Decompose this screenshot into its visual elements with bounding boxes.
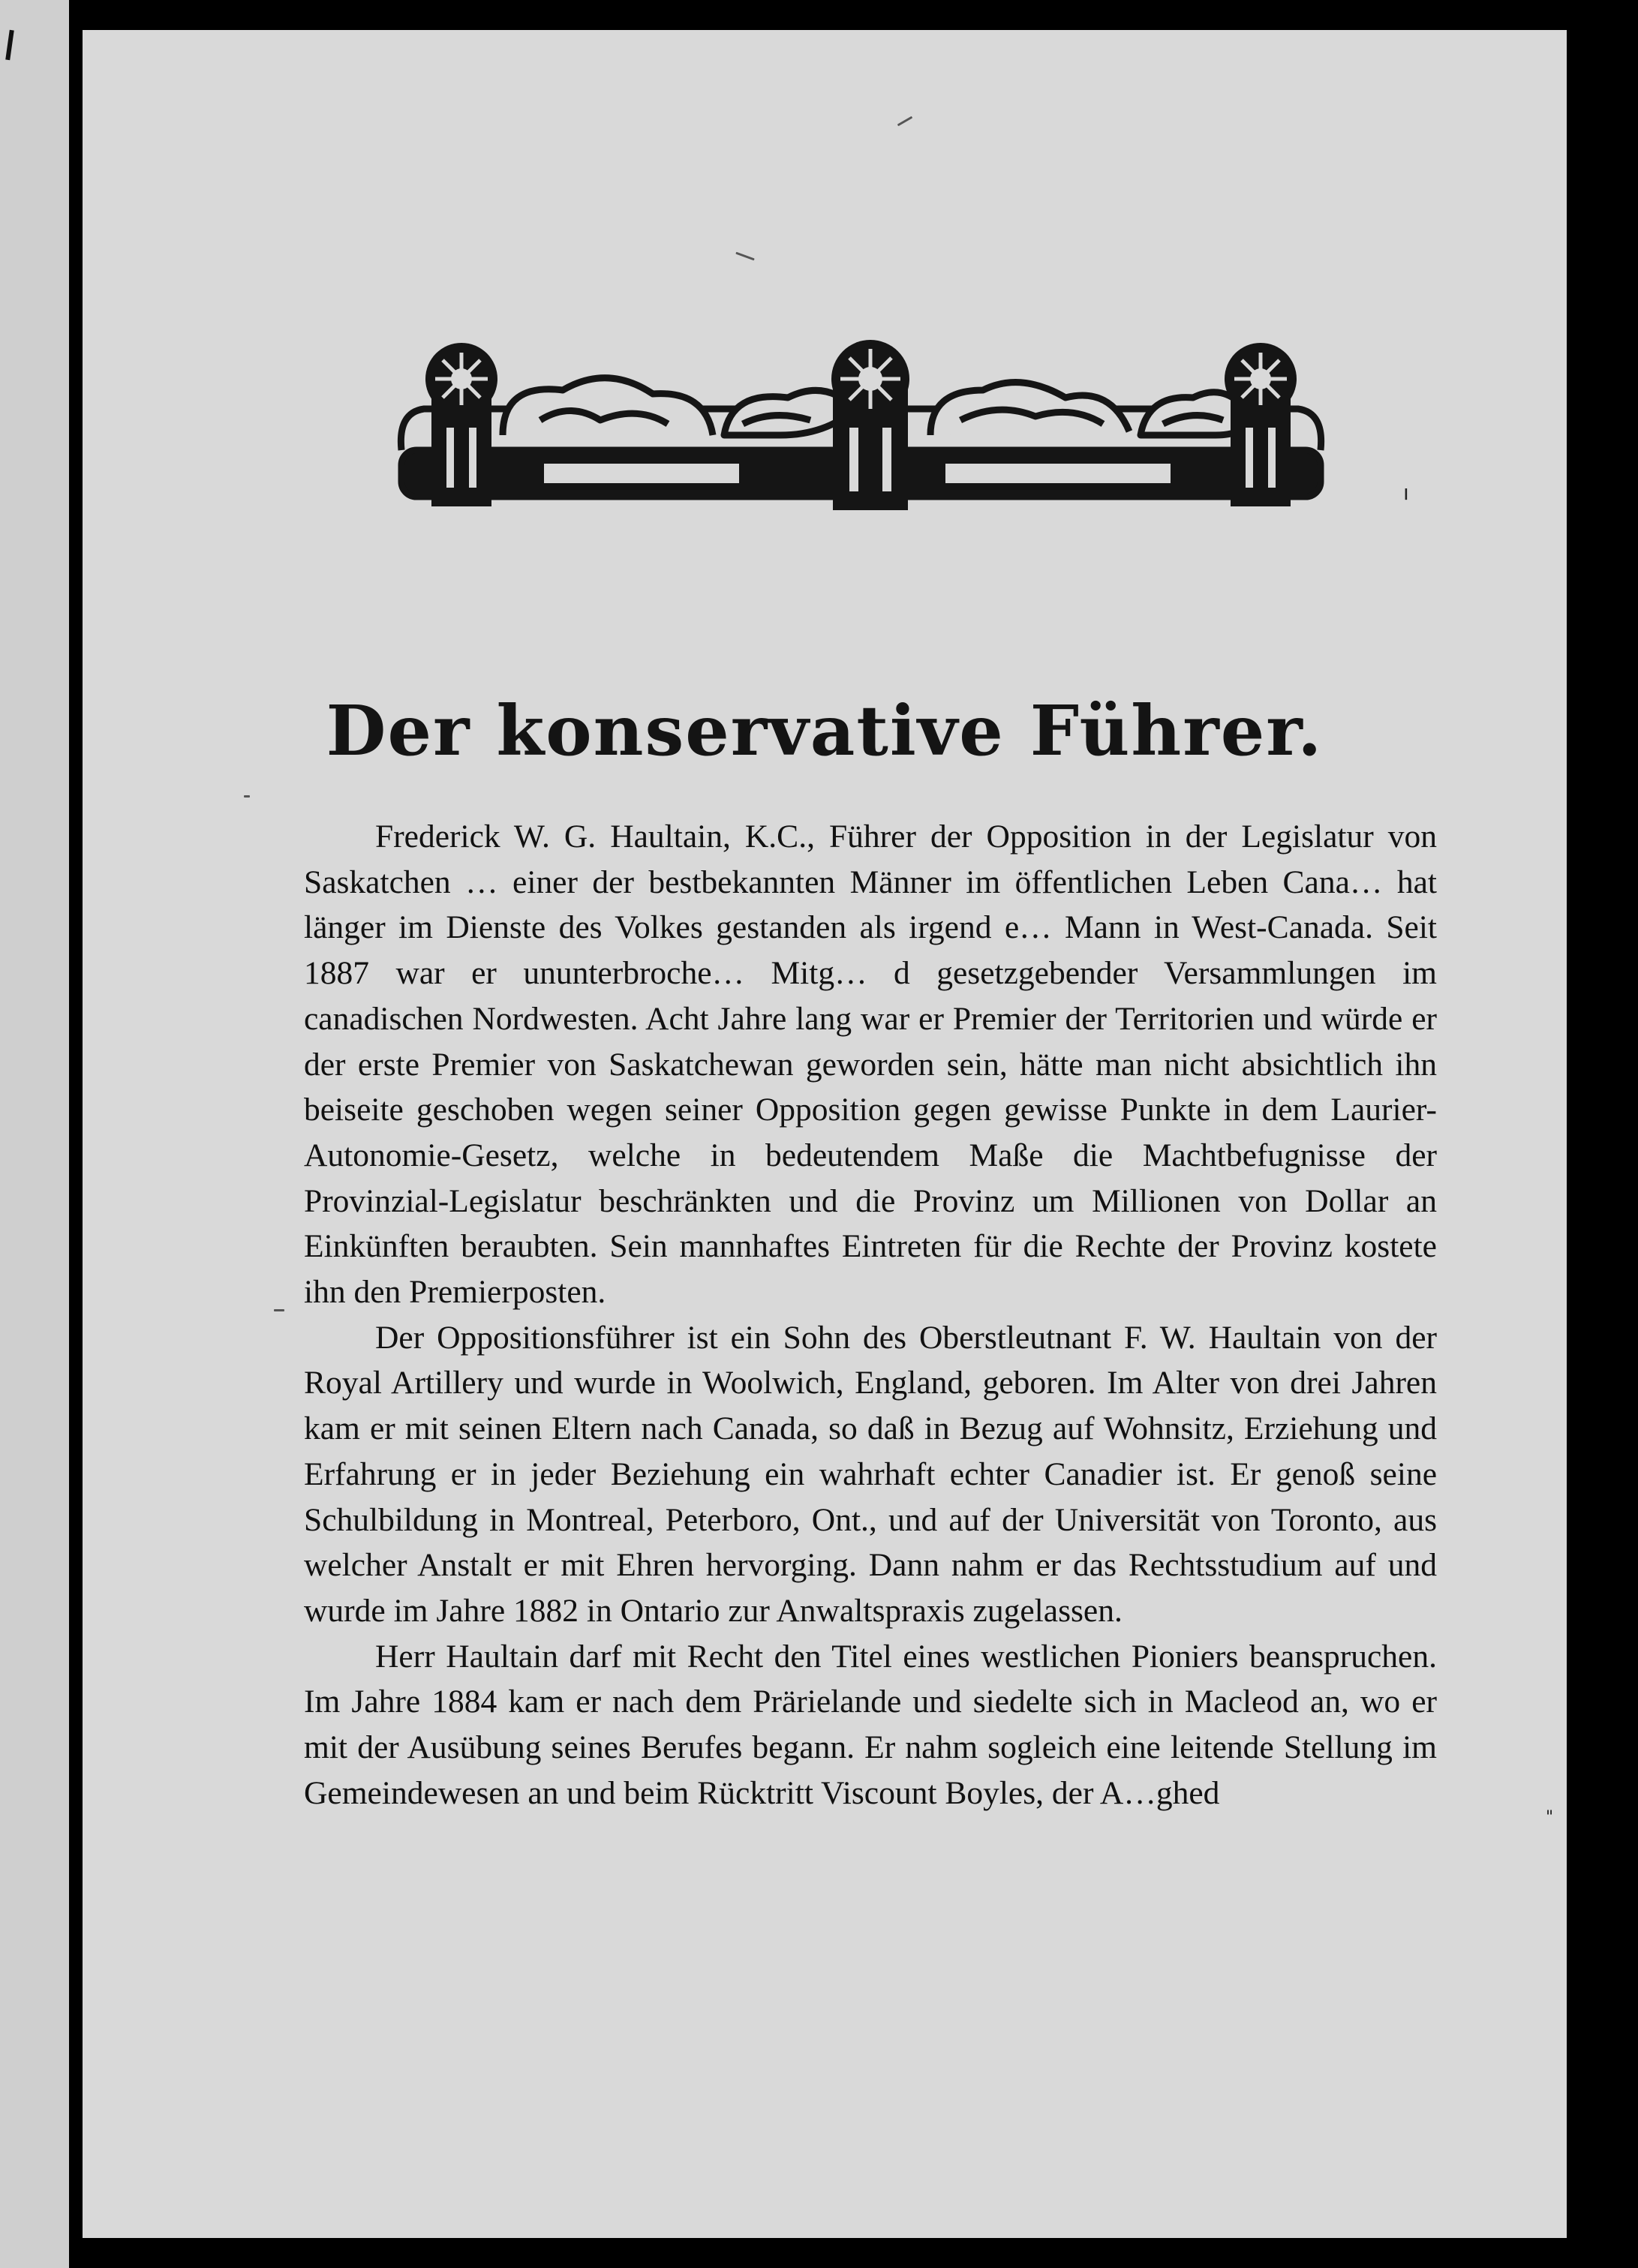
- paragraph-1: Frederick W. G. Haultain, K.C., Führer der Opposition in der Legislatur von Saskatchen … einer der bestbekannten Männer im öffentlichen Leben Cana… hat länger im Dienste des Volkes gestanden als irgend e… Mann in West-Canada. Seit 1887 war er ununterbroche… Mitg… d gesetzgebender Versammlungen im canadischen Nordwesten. Acht Jahre lang war er Premier der Territorien und würde er der erste Premier von Saskatchewan geworden sein, hätte man nicht absichtlich ihn beiseite geschoben wegen seiner Opposition gegen gewisse Punkte in dem Laurier-Autonomie-Gesetz, welche in bedeutendem Maße die Machtbefugnisse der Provinzial-Legislatur beschränkten und die Provinz um Millionen von Dollar an Einkünften beraubten. Sein mannhaftes Eintreten für die Rechte der Provinz kostete ihn den Premierposten.: [304, 819, 1437, 1311]
- decorative-floral-ornament: [390, 338, 1332, 525]
- paragraph-3: Herr Haultain darf mit Recht den Titel eines westlichen Pioniers beanspruchen. Im Jahre 1884 kam er nach dem Prärielande und siedelte sich in Macleod an, wo er mit der Ausübung seines Berufes begann. Er nahm sogleich eine leitende Stellung im Gemeindewesen an und beim Rücktritt Viscount Boyles, der A…ghed: [304, 1638, 1437, 1811]
- adjacent-page-edge: [0, 0, 69, 2268]
- article-body: [304, 814, 1437, 1816]
- page-fold-mark: [5, 30, 14, 60]
- paragraph-2: Der Oppositionsführer ist ein Sohn des Oberstleutnant F. W. Haultain von der Royal Artillery und wurde in Woolwich, England, geboren. Im Alter von drei Jahren kam er mit seinen Eltern nach Canada, so daß in Bezug auf Wohnsitz, Erziehung und Erfahrung er in jeder Beziehung ein wahrhaft echter Canadier ist. Er genoß seine Schulbildung in Montreal, Peterboro, Ont., und auf der Universität von Toronto, aus welcher Anstalt er mit Ehren hervorging. Dann nahm er das Rechtsstudium auf und wurde im Jahre 1882 in Ontario zur Anwaltspraxis zugelassen.: [304, 1319, 1437, 1629]
- document-page: [83, 30, 1567, 2238]
- article-title: Der konservative Führer.: [326, 690, 1324, 771]
- margin-mark: ": [1546, 1808, 1554, 1827]
- margin-mark: ı: [1403, 480, 1409, 505]
